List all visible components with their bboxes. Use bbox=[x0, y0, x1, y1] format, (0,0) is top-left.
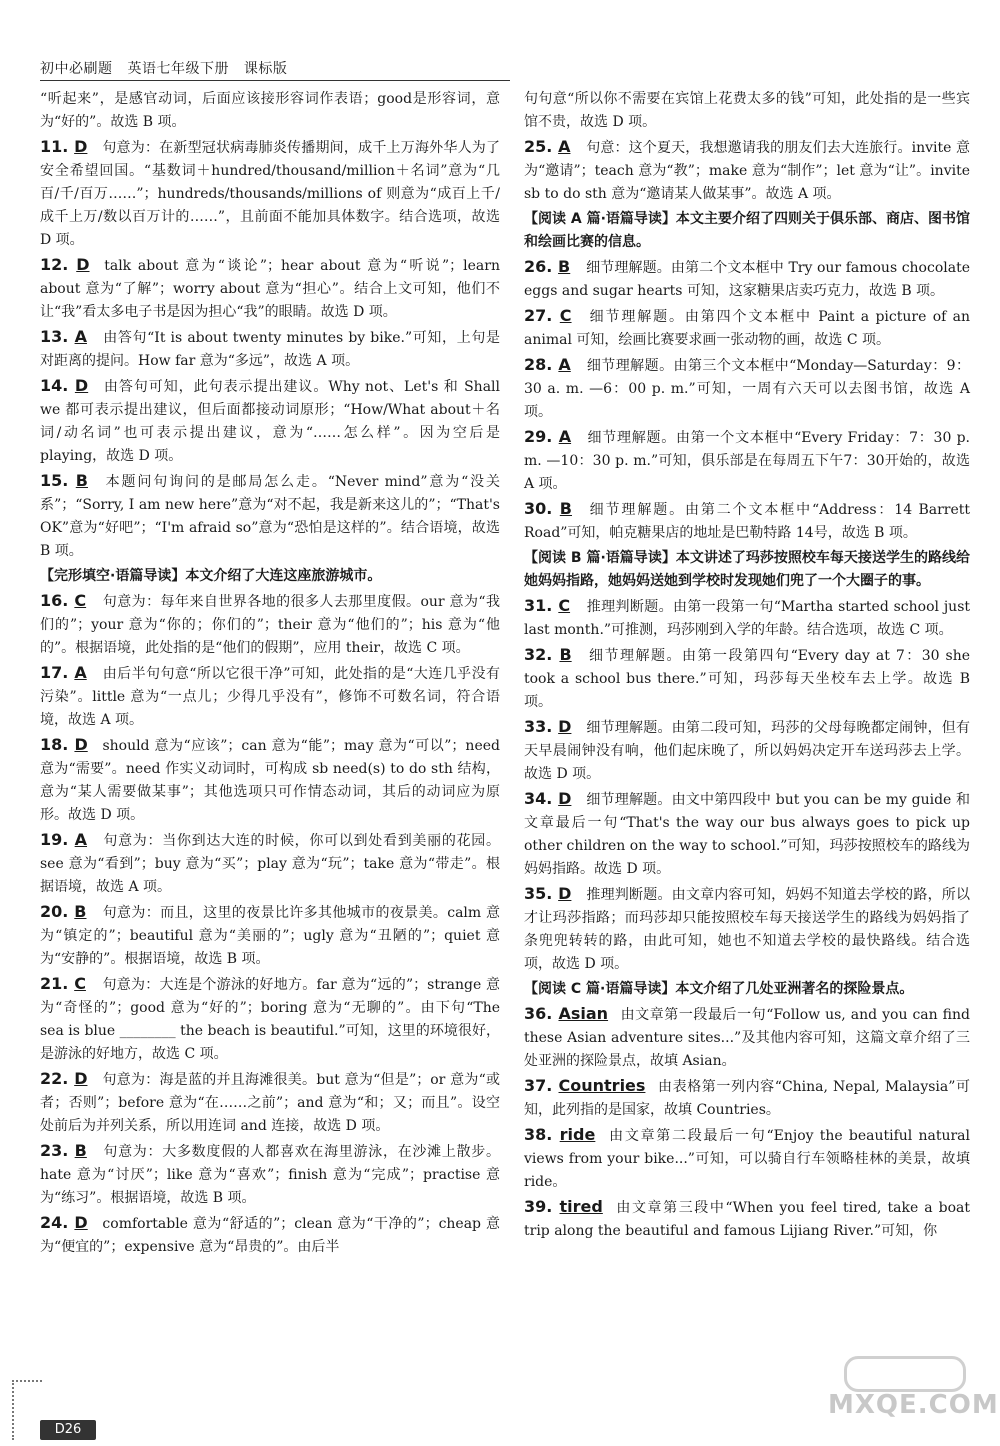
answer-label bbox=[40, 471, 104, 490]
answer-entry bbox=[524, 1195, 970, 1243]
question-number: 21. bbox=[40, 974, 69, 993]
answer-entry bbox=[40, 135, 500, 252]
question-number: 29. bbox=[524, 427, 553, 446]
question-number: 25. bbox=[524, 137, 553, 156]
question-number: 33. bbox=[524, 717, 553, 736]
explanation-text: 由文章第三段中“When you feel tired, take a boat trip along the beautiful and famous Lijiang River.”可知，你 bbox=[524, 1200, 970, 1239]
answer-label bbox=[524, 596, 586, 615]
explanation-text: 由答句“It is about twenty minutes by bike.”可知，上句是对距离的提问。How far 意为“多远”，故选 A 项。 bbox=[40, 330, 500, 369]
answer-label bbox=[524, 427, 587, 446]
answer-key: A bbox=[74, 663, 87, 682]
question-number: 38. bbox=[524, 1125, 553, 1144]
answer-label bbox=[40, 974, 102, 993]
question-number: 14. bbox=[40, 376, 69, 395]
question-number: 13. bbox=[40, 327, 69, 346]
question-number: 24. bbox=[40, 1213, 69, 1232]
explanation-text: talk about 意为“谈论”；hear about 意为“听说”；learn about 意为“了解”；worry about 意为“担心”。结合上文可知，他们不让“我”看太多电子书是因为担心“我”的眼睛。故选 D 项。 bbox=[40, 258, 500, 320]
explanation-text: comfortable 意为“舒适的”；clean 意为“干净的”；cheap 意为“便宜的”；expensive 意为“昂贵的”。由后半 bbox=[40, 1216, 500, 1255]
explanation-text: 由后半句句意“所以它很干净”可知，此处指的是“大连几乎没有污染”。little 意为“一点儿；少得几乎没有”，修饰不可数名词，符合语境，故选 A 项。 bbox=[40, 666, 500, 728]
answer-entry bbox=[40, 972, 500, 1066]
continued-text: “听起来”，是感官动词，后面应该接形容词作表语；good是形容词，意为“好的”。故选 B 项。 bbox=[40, 91, 500, 130]
answer-entry bbox=[40, 1067, 500, 1138]
answer-label bbox=[40, 1213, 102, 1232]
explanation-text: 细节理解题。由第二个文本框中 Try our famous chocolate eggs and sugar hearts 可知，这家糖果店卖巧克力，故选 B 项。 bbox=[524, 260, 970, 299]
answer-label bbox=[524, 645, 587, 664]
answer-label bbox=[524, 1004, 620, 1023]
explanation-text: 由表格第一列内容“China, Nepal, Malaysia”可知，此列指的是国家，故填 Countries。 bbox=[524, 1079, 970, 1118]
answer-key: D bbox=[76, 255, 90, 274]
question-number: 36. bbox=[524, 1004, 553, 1023]
answer-label bbox=[524, 257, 586, 276]
answer-label bbox=[524, 306, 588, 325]
explanation-text: 本题问句询问的是邮局怎么走。“Never mind”意为“没关系”；“Sorry, I am new here”意为“对不起，我是新来这儿的”；“That's OK”意为“好吧”；“I'm afraid so”意为“恐怕是这样的”。结合语境，故选 B 项。 bbox=[40, 474, 500, 559]
continued-text: 句句意“所以你不需要在宾馆上花费太多的钱”可知，此处指的是一些宾馆不贵，故选 D 项。 bbox=[524, 91, 970, 130]
answer-entry bbox=[524, 425, 970, 496]
answer-label bbox=[524, 355, 586, 374]
answer-key: A bbox=[74, 327, 87, 346]
answer-key: B bbox=[75, 471, 88, 490]
question-number: 28. bbox=[524, 355, 553, 374]
explanation-text: 细节理解题。由第四个文本框中 Paint a picture of an animal 可知，绘画比赛要求画一张动物的画，故选 C 项。 bbox=[524, 309, 970, 348]
answer-label bbox=[40, 327, 103, 346]
corner-dots bbox=[12, 1380, 42, 1440]
question-number: 23. bbox=[40, 1141, 69, 1160]
answer-key: C bbox=[558, 596, 571, 615]
explanation-text: 句意为：当你到达大连的时候，你可以到处看到美丽的花园。see 意为“看到”；buy 意为“买”；play 意为“玩”；take 意为“带走”。根据语境，故选 A 项。 bbox=[40, 833, 501, 895]
answer-key: D bbox=[74, 735, 88, 754]
question-number: 26. bbox=[524, 257, 553, 276]
answer-key: D bbox=[558, 717, 572, 736]
header-rule bbox=[40, 80, 510, 81]
answer-entry bbox=[524, 304, 970, 352]
answer-entry bbox=[40, 253, 500, 324]
series-title: 初中必刷题 bbox=[40, 61, 113, 77]
answer-entry bbox=[40, 1139, 500, 1210]
explanation-text: 句意为：大多数度假的人都喜欢在海里游泳，在沙滩上散步。hate 意为“讨厌”；like 意为“喜欢”；finish 意为“完成”；practise 意为“练习”。根据语境，故选 B 项。 bbox=[40, 1144, 501, 1206]
explanation-text: 句意为：每年来自世界各地的很多人去那里度假。our 意为“我们的”；your 意为“你的；你们的”；their 意为“他们的”；his 意为“他的”。根据语境，此处指的是“他们的假期”，应用 their，故选 C 项。 bbox=[40, 594, 500, 656]
answer-entry bbox=[524, 594, 970, 642]
answer-label bbox=[40, 902, 102, 921]
answer-label bbox=[40, 255, 104, 274]
explanation-text: 由答句可知，此句表示提出建议。Why not、Let's 和 Shall we 都可表示提出建议，但后面都接动词原形；“How/What about＋名词/动名词”也可表示提出建议，意为“……怎么样”。因为空后是 playing，故选 D 项。 bbox=[40, 379, 501, 464]
answer-key: D bbox=[74, 1213, 88, 1232]
answer-key: D bbox=[74, 137, 88, 156]
question-number: 30. bbox=[524, 499, 553, 518]
answer-label bbox=[524, 717, 586, 736]
answer-label bbox=[524, 1076, 657, 1095]
watermark-text: MXQE.COM bbox=[828, 1390, 999, 1420]
question-number: 17. bbox=[40, 663, 69, 682]
answer-entry bbox=[40, 661, 500, 732]
answer-key: D bbox=[74, 376, 89, 395]
answer-key: D bbox=[558, 789, 572, 808]
answer-label bbox=[40, 735, 102, 754]
question-number: 15. bbox=[40, 471, 69, 490]
answer-entry bbox=[524, 643, 970, 714]
answer-entry bbox=[40, 469, 500, 563]
answer-entry bbox=[40, 374, 500, 468]
answer-label bbox=[40, 137, 102, 156]
answer-key: C bbox=[559, 306, 572, 325]
explanation-text: 细节理解题。由第一段第四句“Every day at 7：30 she took a school bus there.”可知，玛莎每天坐校车去上学。故选 B 项。 bbox=[524, 648, 971, 710]
right-column bbox=[524, 88, 970, 1244]
answer-key: A bbox=[74, 830, 88, 849]
explanation-text: 细节理解题。由文中第四段中 but you can be my guide 和文章最后一句“That's the way our bus always goes to pick up other children on the way to school.”可知，玛莎按照校车的路线为妈妈指路。故选 D 项。 bbox=[524, 792, 970, 877]
explanation-text: 句意：这个夏天，我想邀请我的朋友们去大连旅行。invite 意为“邀请”；teach 意为“教”；make 意为“制作”；let 意为“让”。invite sb to do sth 意为“邀请某人做某事”。故选 A 项。 bbox=[524, 140, 970, 202]
answer-key: B bbox=[74, 902, 87, 921]
answer-entry bbox=[524, 715, 970, 786]
answer-entry bbox=[524, 882, 970, 976]
answer-label bbox=[524, 1125, 607, 1144]
answer-label bbox=[524, 137, 586, 156]
page-header bbox=[40, 58, 297, 78]
answer-key: C bbox=[74, 591, 87, 610]
section-heading: 【阅读 A 篇·语篇导读】本文主要介绍了四则关于俱乐部、商店、图书馆和绘画比赛的信息。 bbox=[524, 211, 970, 250]
answer-entry bbox=[524, 135, 970, 206]
watermark-logo bbox=[844, 1356, 966, 1392]
answer-label bbox=[524, 884, 586, 903]
answer-entry bbox=[524, 1002, 970, 1073]
answer-key: Countries bbox=[558, 1076, 646, 1095]
question-number: 37. bbox=[524, 1076, 553, 1095]
answer-label bbox=[40, 1141, 103, 1160]
answer-key: B bbox=[558, 257, 571, 276]
answer-label bbox=[524, 789, 586, 808]
answer-key: B bbox=[74, 1141, 87, 1160]
explanation-text: 推理判断题。由第一段第一句“Martha started school just last month.”可推测，玛莎刚到入学的年龄。结合选项，故选 C 项。 bbox=[524, 599, 971, 638]
question-number: 31. bbox=[524, 596, 553, 615]
answer-entry bbox=[524, 1123, 970, 1194]
question-number: 34. bbox=[524, 789, 553, 808]
answer-entry bbox=[524, 787, 970, 881]
explanation-text: 由文章第一段最后一句“Follow us, and you can find these Asian adventure sites...”及其他内容可知，这篇文章介绍了三处亚洲的探险景点，故填 Asian。 bbox=[524, 1007, 970, 1069]
answer-key: D bbox=[74, 1069, 88, 1088]
question-number: 11. bbox=[40, 137, 69, 156]
answer-key: D bbox=[558, 884, 572, 903]
explanation-text: 由文章第二段最后一句“Enjoy the beautiful natural views from your bike...”可知，可以骑自行车领略桂林的美景，故填 ride。 bbox=[524, 1128, 970, 1190]
answer-entry bbox=[524, 255, 970, 303]
answer-label bbox=[524, 1197, 615, 1216]
question-number: 27. bbox=[524, 306, 553, 325]
edition-label: 课标版 bbox=[243, 61, 288, 77]
question-number: 20. bbox=[40, 902, 69, 921]
answer-label bbox=[524, 499, 588, 518]
explanation-text: 细节理解题。由第二段可知，玛莎的父母每晚都定闹钟，但有天早晨闹钟没有响，他们起床晚了，所以妈妈决定开车送玛莎去上学。故选 D 项。 bbox=[524, 720, 971, 782]
answer-label bbox=[40, 376, 103, 395]
explanation-text: should 意为“应该”；can 意为“能”；may 意为“可以”；need 意为“需要”。need 作实义动词时，可构成 sb need(s) to do sth 结构，意为“某人需要做某事”；其他选项只可作情态动词，其后的动词应为原形。故选 D 项。 bbox=[40, 738, 500, 823]
answer-key: ride bbox=[559, 1125, 596, 1144]
answer-entry bbox=[40, 589, 500, 660]
answer-key: A bbox=[558, 137, 571, 156]
answer-key: A bbox=[558, 427, 572, 446]
question-number: 19. bbox=[40, 830, 69, 849]
explanation-text: 细节理解题。由第三个文本框中“Monday—Saturday：9：30 a. m. —6：00 p. m.”可知，一周有六天可以去图书馆，故选 A 项。 bbox=[524, 358, 970, 420]
page-number: D26 bbox=[40, 1420, 96, 1440]
section-heading: 【完形填空·语篇导读】本文介绍了大连这座旅游城市。 bbox=[40, 568, 382, 584]
answer-key: B bbox=[559, 645, 572, 664]
question-number: 35. bbox=[524, 884, 553, 903]
explanation-text: 推理判断题。由文章内容可知，妈妈不知道去学校的路，所以才让玛莎指路；而玛莎却只能按照校车每天接送学生的路线为妈妈指了条兜兜转转的路，由此可知，她也不知道去学校的最快路线。结合选项，故选 D 项。 bbox=[524, 887, 971, 972]
answer-entry bbox=[40, 828, 500, 899]
question-number: 16. bbox=[40, 591, 69, 610]
answer-label bbox=[40, 591, 102, 610]
subject-title: 英语七年级下册 bbox=[127, 61, 229, 77]
question-number: 12. bbox=[40, 255, 69, 274]
answer-key: tired bbox=[559, 1197, 603, 1216]
explanation-text: 句意为：海是蓝的并且海滩很美。but 意为“但是”；or 意为“或者；否则”；before 意为“在……之前”；and 意为“和；又；而且”。设空处前后为并列关系，所以用连词 and 连接，故选 D 项。 bbox=[40, 1072, 500, 1134]
answer-entry bbox=[524, 353, 970, 424]
answer-key: A bbox=[558, 355, 571, 374]
question-number: 39. bbox=[524, 1197, 553, 1216]
question-number: 32. bbox=[524, 645, 553, 664]
answer-entry bbox=[40, 733, 500, 827]
answer-entry bbox=[40, 900, 500, 971]
explanation-text: 细节理解题。由第二个文本框中“Address：14 Barrett Road”可知，帕克糖果店的地址是巴勒特路 14号，故选 B 项。 bbox=[524, 502, 970, 541]
explanation-text: 句意为：而且，这里的夜景比许多其他城市的夜景美。calm 意为“镇定的”；beautiful 意为“美丽的”；ugly 意为“丑陋的”；quiet 意为“安静的”。根据语境，故选 B 项。 bbox=[40, 905, 500, 967]
left-column bbox=[40, 88, 500, 1260]
answer-entry bbox=[40, 1211, 500, 1259]
answer-entry bbox=[524, 1074, 970, 1122]
answer-label bbox=[40, 1069, 102, 1088]
answer-label bbox=[40, 830, 103, 849]
section-heading: 【阅读 C 篇·语篇导读】本文介绍了几处亚洲著名的探险景点。 bbox=[524, 981, 914, 997]
answer-entry bbox=[40, 325, 500, 373]
explanation-text: 细节理解题。由第一个文本框中“Every Friday：7：30 p. m. —10：30 p. m.”可知，俱乐部是在每周五下午7：30开始的，故选 A 项。 bbox=[524, 430, 970, 492]
answer-key: C bbox=[74, 974, 86, 993]
explanation-text: 句意为：在新型冠状病毒肺炎传播期间，成千上万海外华人为了安全希望回国。“基数词＋hundred/thousand/million＋名词”意为“几百/千/百万……”；hundreds/thousands/millions of 则意为“成百上千/成千上万/数以百万计的……”，且前面不能加具体数字。结合选项，故选 D 项。 bbox=[40, 140, 500, 248]
question-number: 18. bbox=[40, 735, 69, 754]
section-heading: 【阅读 B 篇·语篇导读】本文讲述了玛莎按照校车每天接送学生的路线给她妈妈指路，她妈妈送她到学校时发现她们兜了一个大圈子的事。 bbox=[524, 550, 970, 589]
answer-key: B bbox=[559, 499, 572, 518]
question-number: 22. bbox=[40, 1069, 69, 1088]
answer-label bbox=[40, 663, 102, 682]
answer-entry bbox=[524, 497, 970, 545]
explanation-text: 句意为：大连是个游泳的好地方。far 意为“远的”；strange 意为“奇怪的”；good 意为“好的”；boring 意为“无聊的”。由下句“The sea is blue ________ the beach is beautiful.”可知，这里的环境很好，是游泳的好地方，故选 C 项。 bbox=[40, 977, 500, 1062]
answer-key: Asian bbox=[558, 1004, 609, 1023]
